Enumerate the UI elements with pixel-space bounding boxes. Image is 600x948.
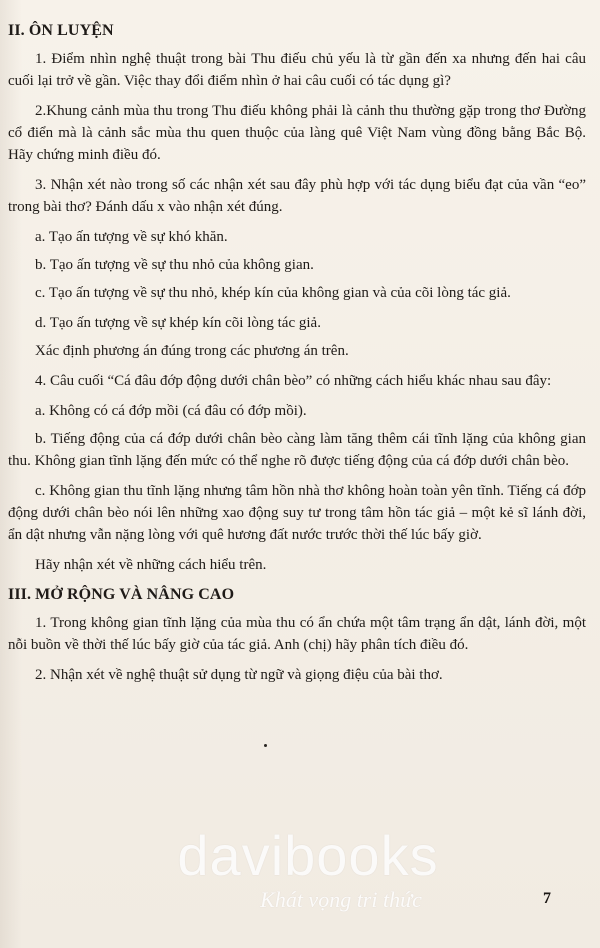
- section-ii-paragraph: 2.Khung cảnh mùa thu trong Thu điếu không phải là cảnh thu thường gặp trong thơ Đường cổ điển mà là cảnh sắc mùa thu quen thuộc của làng quê Việt Nam vùng đồng bằng Bắc Bộ. Hãy chứng minh điều đó.: [8, 103, 586, 163]
- section-ii-option: c. Tạo ấn tượng về sự thu nhỏ, khép kín của không gian và của cõi lòng tác giả.: [35, 285, 511, 301]
- section-ii-option: a. Tạo ấn tượng về sự khó khăn.: [35, 229, 228, 245]
- section-ii-paragraph: 3. Nhận xét nào trong số các nhận xét sau đây phù hợp với tác dụng biểu đạt của vần “eo” trong bài thơ? Đánh dấu x vào nhận xét đúng.: [8, 177, 586, 215]
- section-iii-paragraph: 2. Nhận xét về nghệ thuật sử dụng từ ngữ và giọng điệu của bài thơ.: [35, 667, 443, 683]
- section-ii-paragraph: Hãy nhận xét về những cách hiểu trên.: [35, 557, 267, 573]
- page-content: [8, 20, 586, 694]
- watermark-slogan: Khát vọng tri thức: [260, 887, 422, 912]
- ink-dot: [264, 744, 267, 747]
- section-ii-interpretation: a. Không có cá đớp mồi (cá đâu có đớp mồi).: [35, 403, 307, 419]
- section-ii-interpretation: b. Tiếng động của cá đớp dưới chân bèo càng làm tăng thêm cái tĩnh lặng của không gian thu. Không gian tĩnh lặng đến mức có thể nghe rõ được tiếng động của cá đớp dưới chân bèo.: [8, 431, 586, 469]
- section-iii-heading: III. MỞ RỘNG VÀ NÂNG CAO: [8, 586, 235, 603]
- section-ii-paragraph: Xác định phương án đúng trong các phương án trên.: [35, 343, 349, 359]
- watermark-brand: davibooks: [177, 824, 439, 887]
- section-ii-interpretation: c. Không gian thu tĩnh lặng nhưng tâm hồn nhà thơ không hoàn toàn yên tĩnh. Tiếng cá đớp động dưới chân bèo nói lên những xao động suy tư trong tâm hồn tác giả – một kẻ sĩ lánh đời, ẩn dật nhưng vẫn nặng lòng với quê hương đất nước trước thời thế lúc bấy giờ.: [8, 483, 586, 543]
- section-ii-option: d. Tạo ấn tượng về sự khép kín cõi lòng tác giả.: [35, 315, 321, 331]
- page-number: 7: [543, 890, 551, 907]
- section-ii-heading: II. ÔN LUYỆN: [8, 22, 114, 39]
- section-ii-paragraph: 4. Câu cuối “Cá đâu đớp động dưới chân bèo” có những cách hiểu khác nhau sau đây:: [35, 373, 552, 389]
- section-ii-option: b. Tạo ấn tượng về sự thu nhỏ của không gian.: [35, 257, 314, 273]
- watermark: [158, 824, 458, 912]
- section-iii-paragraph: 1. Trong không gian tĩnh lặng của mùa thu có ẩn chứa một tâm trạng ẩn dật, lánh đời, một nỗi buồn về thời thế lúc bấy giờ của tác giả. Anh (chị) hãy phân tích điều đó.: [8, 615, 586, 653]
- section-ii-paragraph: 1. Điểm nhìn nghệ thuật trong bài Thu điếu chủ yếu là từ gần đến xa nhưng đến hai câu cuối lại trở về gần. Việc thay đổi điểm nhìn ở hai câu cuối có tác dụng gì?: [8, 51, 586, 89]
